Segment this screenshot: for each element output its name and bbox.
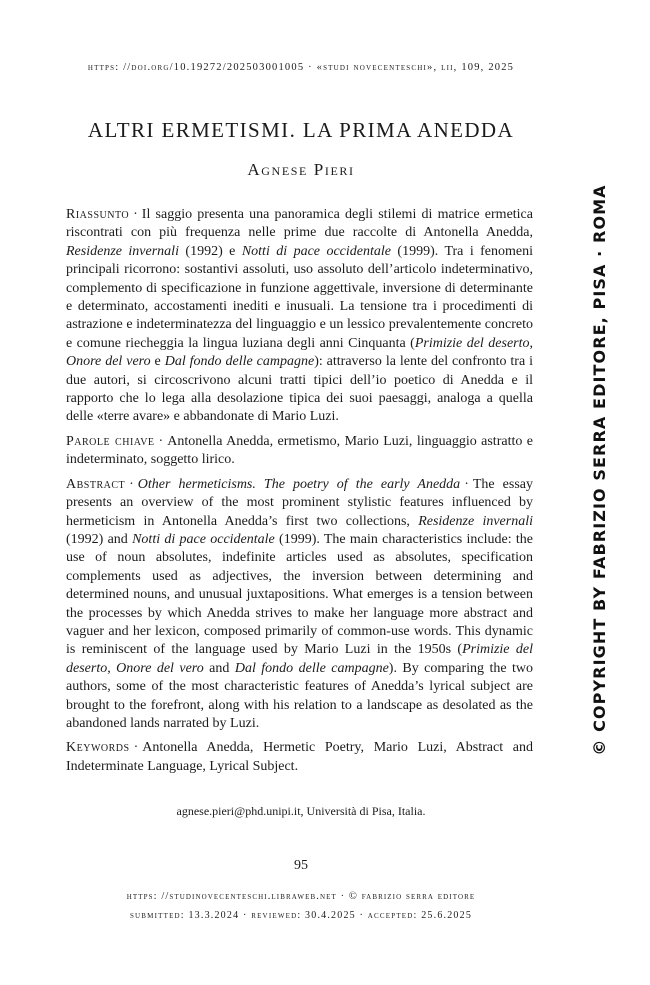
parole-chiave-paragraph (66, 433, 533, 470)
abstract-english-title: Other hermeticisms. The poetry of the early Anedda (137, 476, 461, 492)
abstract-block (66, 206, 533, 782)
abstract-text-1: The essay presents an overview of the most prominent stylistic features influenced by hermeticism in Antonella Anedda’s first two collections, (66, 476, 533, 529)
abstract-text-2: (1992) and (66, 531, 133, 547)
abstract-text-5: and (203, 660, 235, 676)
abstract-text-6: ). By comparing the two authors, some of the most characteristic features of Anedda’s lyrical subject are brought to the forefront, along with his relation to a landscape as desolated as the abandoned lands narrated by Luzi. (66, 660, 534, 731)
abstract-paragraph (66, 476, 533, 734)
riassunto-text-5: e (150, 354, 165, 370)
abstract-italic-1: Residenze invernali (418, 513, 533, 529)
riassunto-text-6: ): attraverso la lente del confronto tra i due autori, si circoscrivono alcuni tratti tipici dell’io poetico di Anedda e il rapporto che lo lega alla desolazione tipica dei suoi paesaggi, analoga a quella delle «terre avare» e abbandonate di Mario Luzi. (66, 354, 534, 425)
riassunto-italic-2: Notti di pace occidentale (241, 243, 391, 259)
riassunto-paragraph (66, 206, 533, 427)
abstract-label: Abstract (66, 476, 126, 492)
abstract-italic-5: Dal fondo delle campagne (234, 660, 389, 676)
keywords-paragraph (66, 739, 533, 776)
riassunto-italic-5: Dal fondo delle campagne (164, 354, 315, 370)
author-affiliation: agnese.pieri@phd.unipi.it, Università di Pisa, Italia. (176, 804, 426, 818)
article-title: ALTRI ERMETISMI. LA PRIMA ANEDDA (87, 118, 515, 142)
riassunto-text-1: Il saggio presenta una panoramica degli stilemi di matrice ermetica riscontrati con più frequenza nelle prime due raccolte di Antonella Anedda, (66, 207, 533, 241)
riassunto-separator: · (133, 207, 138, 222)
keywords-separator: · (133, 740, 139, 756)
abstract-italic-2: Notti di pace occidentale (132, 531, 275, 547)
riassunto-text-2: (1992) e (178, 243, 242, 259)
article-author: Agnese Pieri (247, 160, 355, 179)
riassunto-italic-3: Primizie del deserto (414, 335, 530, 351)
abstract-text-4: , (107, 660, 117, 676)
riassunto-label: Riassunto (66, 207, 130, 222)
abstract-separator: · (129, 476, 134, 492)
page-number: 95 (294, 858, 308, 873)
footer-dates-line: submitted: 13.3.2024 · reviewed: 30.4.2025 · accepted: 25.6.2025 (129, 910, 473, 921)
copyright-side-banner: © COPYRIGHT BY FABRIZIO SERRA EDITORE, PISA · ROMA (590, 184, 609, 756)
abstract-italic-3: Primizie del deserto (66, 642, 533, 676)
riassunto-text-3: (1999). Tra i fenomeni principali ricorrono: sostantivi assoluti, uso assoluto dell’articolo indeterminativo, complemento di specificazione in funzione aggettivale, inversione di determinante e determinato, accostamenti inediti e inusuali. La tensione tra i procedimenti di astrazione e indeterminatezza del linguaggio e un lessico prevalentemente concreto e comune riecheggia la lingua luziana degli anni Cinquanta ( (66, 243, 534, 351)
riassunto-italic-1: Residenze invernali (66, 243, 179, 259)
abstract-separator-2: · (464, 476, 469, 492)
parole-chiave-label: Parole chiave (66, 433, 155, 449)
riassunto-italic-4: Onore del vero (66, 354, 151, 370)
abstract-text-3: (1999). The main characteristics include: the use of noun absolutes, indefinite articles used as absolutes, specification complements used as adjectives, the inversion between determining and determined nouns, and unusual juxtapositions. What emerges is a tension between the processes by which Anedda strives to make her language more abstract and vaguer and her lexicon, composed primarily of common-use words. This dynamic is reminiscent of the language used by Mario Luzi in the 1950s ( (66, 531, 533, 658)
parole-chiave-text: Antonella Anedda, ermetismo, Mario Luzi, linguaggio astratto e indeterminato, soggetto lirico. (66, 433, 533, 468)
abstract-italic-4: Onore del vero (116, 660, 204, 676)
parole-chiave-separator: · (158, 433, 164, 449)
keywords-label: Keywords (66, 740, 130, 756)
riassunto-text-4: , (529, 335, 533, 351)
keywords-text: Antonella Anedda, Hermetic Poetry, Mario Luzi, Abstract and Indeterminate Language, Lyrical Subject. (66, 740, 533, 774)
running-head: https: //doi.org/10.19272/202503001005 · «studi novecenteschi», lii, 109, 2025 (87, 62, 515, 73)
footer-journal-line: https: //studinovecenteschi.libraweb.net · © fabrizio serra editore (126, 891, 476, 902)
